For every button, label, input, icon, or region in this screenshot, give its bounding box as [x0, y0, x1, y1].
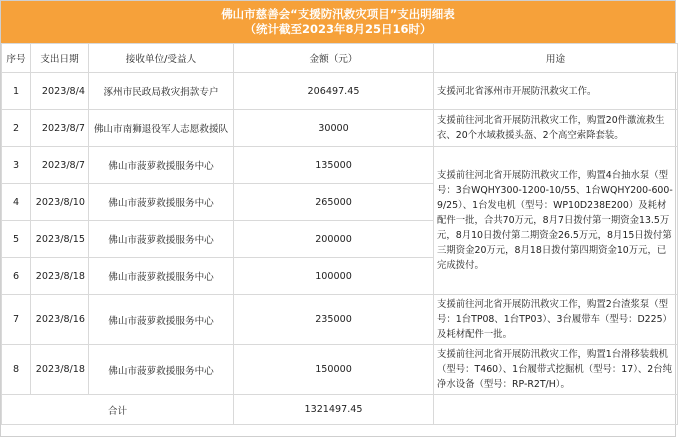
cell-amount: 235000: [234, 295, 434, 345]
cell-date: 2023/8/10: [31, 184, 89, 221]
cell-seq: 4: [2, 184, 31, 221]
header-amount: 金额（元）: [234, 44, 434, 73]
table-row: [2, 73, 678, 110]
cell-date: 2023/8/18: [31, 258, 89, 295]
cell-date: 2023/8/18: [31, 345, 89, 395]
cell-usage: 支援前往河北省开展防汛救灾工作，购置1台滑移装载机（型号：T460）、1台履带式挖掘机（型号：17）、2台纯净水设备（型号：RP-R2T/H）。: [434, 345, 678, 395]
cell-usage-merged: 支援前往河北省开展防汛救灾工作，购置4台抽水泵（型号：3台WQHY300-1200-10/55、1台WQHY200-600-9/25）、1台发电机（型号：WP10D238E200）及耗材配件一批，合共70万元，8月7日拨付第一期资金13.5万元，8月10日拨付第二期资金26.5万元，8月15日拨付第三期资金20万元，8月18日拨付第四期资金10万元，已完成拨付。: [434, 147, 678, 295]
table-row: [2, 147, 678, 184]
cell-recipient: 佛山市菠萝救援服务中心: [89, 147, 234, 184]
cell-recipient: 佛山市菠萝救援服务中心: [89, 295, 234, 345]
expense-table: [1, 43, 678, 425]
cell-seq: 7: [2, 295, 31, 345]
cell-amount: 265000: [234, 184, 434, 221]
cell-recipient: 佛山市菠萝救援服务中心: [89, 345, 234, 395]
cell-amount: 135000: [234, 147, 434, 184]
title-bar: [1, 1, 675, 43]
cell-seq: 5: [2, 221, 31, 258]
cell-usage: 支援前往河北省开展防汛救灾工作，购置20件激流救生衣、20个水域救援头盔、2个高空索降套装。: [434, 110, 678, 147]
cell-amount: 30000: [234, 110, 434, 147]
sheet-title: 佛山市慈善会“支援防汛救灾项目”支出明细表: [221, 7, 455, 21]
cell-date: 2023/8/7: [31, 147, 89, 184]
sheet-subtitle: （统计截至2023年8月25日16时）: [244, 22, 432, 36]
header-seq: 序号: [2, 44, 31, 73]
cell-date: 2023/8/7: [31, 110, 89, 147]
total-label: 合计: [2, 395, 234, 425]
header-recipient: 接收单位/受益人: [89, 44, 234, 73]
cell-seq: 6: [2, 258, 31, 295]
cell-date: 2023/8/16: [31, 295, 89, 345]
cell-recipient: 佛山市菠萝救援服务中心: [89, 184, 234, 221]
cell-amount: 150000: [234, 345, 434, 395]
cell-seq: 2: [2, 110, 31, 147]
table-row: [2, 110, 678, 147]
cell-recipient: 佛山市菠萝救援服务中心: [89, 221, 234, 258]
cell-seq: 8: [2, 345, 31, 395]
cell-usage: 支援前往河北省开展防汛救灾工作，购置2台渣浆泵（型号：1台TP08、1台TP03）、3台履带车（型号：D225）及耗材配件一批。: [434, 295, 678, 345]
table-row: [2, 295, 678, 345]
header-date: 支出日期: [31, 44, 89, 73]
cell-amount: 206497.45: [234, 73, 434, 110]
cell-seq: 1: [2, 73, 31, 110]
header-row: [2, 44, 678, 73]
cell-usage: 支援河北省涿州市开展防汛救灾工作。: [434, 73, 678, 110]
table-row: [2, 345, 678, 395]
cell-seq: 3: [2, 147, 31, 184]
cell-date: 2023/8/4: [31, 73, 89, 110]
total-usage-empty: [434, 395, 678, 425]
cell-date: 2023/8/15: [31, 221, 89, 258]
cell-recipient: 佛山市南狮退役军人志愿救援队: [89, 110, 234, 147]
cell-recipient: 佛山市菠萝救援服务中心: [89, 258, 234, 295]
total-amount: 1321497.45: [234, 395, 434, 425]
header-usage: 用途: [434, 44, 678, 73]
cell-amount: 200000: [234, 221, 434, 258]
cell-amount: 100000: [234, 258, 434, 295]
total-row: [2, 395, 678, 425]
cell-recipient: 涿州市民政局救灾捐款专户: [89, 73, 234, 110]
